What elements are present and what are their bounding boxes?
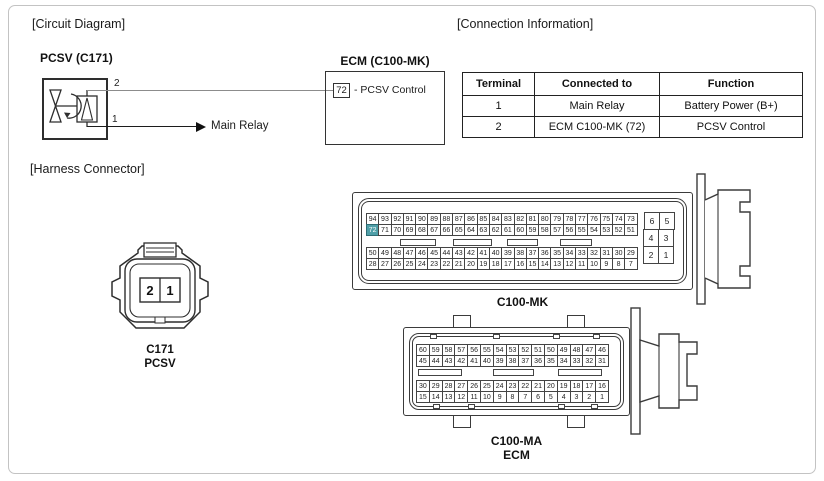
c100mk-side-pin-grid [644,212,675,264]
pin-63: 63 [477,224,490,236]
pin-68: 68 [415,224,428,236]
pin-80: 80 [538,213,551,225]
pin-38: 38 [506,355,520,367]
table-row [463,117,803,138]
pin-85: 85 [477,213,490,225]
pin-52: 52 [612,224,625,236]
pin-23: 23 [427,258,440,270]
c171-pin-1: 1 [166,283,174,298]
connection-information-section-label: [Connection Information] [457,17,594,31]
pin-2: 2 [582,391,596,403]
pin-39: 39 [493,355,507,367]
pin-82: 82 [514,213,527,225]
pin-29: 29 [624,247,637,259]
pin-50: 50 [366,247,379,259]
pcsv-valve-symbol [42,78,108,140]
pin-65: 65 [452,224,465,236]
ecm-box-title: ECM (C100-MK) [340,54,430,68]
pin-59: 59 [429,344,443,356]
c100mk-label: C100-MK [496,295,549,309]
pcsv-component-title: PCSV (C171) [40,51,113,65]
c100ma-key-tab [418,369,462,376]
pin-7: 7 [624,258,637,270]
main-relay-label: Main Relay [211,120,269,132]
pin-77: 77 [575,213,588,225]
c100ma-notch [591,404,598,409]
pin-88: 88 [440,213,453,225]
c100ma-notch [493,334,500,339]
pin-2: 2 [643,246,659,264]
pin-13: 13 [442,391,456,403]
pin-19: 19 [557,380,571,392]
ecm-pin72-box: 72 [333,83,350,98]
pin-94: 94 [366,213,379,225]
pin-22: 22 [440,258,453,270]
pin-24: 24 [415,258,428,270]
c171-label: C171 [146,344,174,356]
main-relay-arrow-icon [196,122,206,132]
pin-32: 32 [587,247,600,259]
pin-8: 8 [506,391,520,403]
pin-38: 38 [514,247,527,259]
pin-42: 42 [464,247,477,259]
cell-connected-to: ECM C100-MK (72) [535,117,660,138]
pin-70: 70 [391,224,404,236]
pin-33: 33 [570,355,584,367]
pin-73: 73 [624,213,637,225]
pin-37: 37 [518,355,532,367]
pin-30: 30 [416,380,430,392]
pin-14: 14 [429,391,443,403]
c100mk-pin-row-2 [366,224,638,236]
pin-37: 37 [526,247,539,259]
c100ma-sublabel: ECM [503,448,530,462]
pin-17: 17 [582,380,596,392]
pin-52: 52 [518,344,532,356]
pin-35: 35 [544,355,558,367]
pin-12: 12 [454,391,468,403]
pin-48: 48 [570,344,584,356]
pin-32: 32 [582,355,596,367]
pin-36: 36 [531,355,545,367]
pin-15: 15 [526,258,539,270]
cell-function: PCSV Control [660,117,803,138]
pin-14: 14 [538,258,551,270]
pin-16: 16 [595,380,609,392]
pin-40: 40 [489,247,502,259]
pin-26: 26 [391,258,404,270]
pin-23: 23 [506,380,520,392]
c100mk-key-tab [400,239,436,246]
wire-terminal1-to-main-relay [87,126,197,127]
pin-91: 91 [403,213,416,225]
pin-19: 19 [477,258,490,270]
pin-1: 1 [595,391,609,403]
pin-8: 8 [612,258,625,270]
pin-40: 40 [480,355,494,367]
pin-10: 10 [480,391,494,403]
pin-53: 53 [600,224,613,236]
pin-31: 31 [595,355,609,367]
pin-50: 50 [544,344,558,356]
pin-49: 49 [557,344,571,356]
pin-20: 20 [464,258,477,270]
pin-44: 44 [429,355,443,367]
pin-81: 81 [526,213,539,225]
c100ma-notch [553,334,560,339]
pin-86: 86 [464,213,477,225]
pin-20: 20 [544,380,558,392]
pin-13: 13 [550,258,563,270]
cell-function: Battery Power (B+) [660,96,803,117]
pin-6: 6 [644,212,660,230]
pin-57: 57 [454,344,468,356]
cell-connected-to: Main Relay [535,96,660,117]
c100ma-key-tab [493,369,534,376]
pin-7: 7 [518,391,532,403]
pin-43: 43 [452,247,465,259]
pin-41: 41 [467,355,481,367]
pin-9: 9 [493,391,507,403]
pin-78: 78 [563,213,576,225]
pin-62: 62 [489,224,502,236]
pin-21: 21 [452,258,465,270]
pin-75: 75 [600,213,613,225]
c100ma-key-tab [558,369,602,376]
pin-41: 41 [477,247,490,259]
c100mk-pin-row-4 [366,258,638,270]
cell-terminal: 1 [463,96,535,117]
c171-connector-drawing [108,240,212,336]
pin-5: 5 [544,391,558,403]
ecm-box [325,71,445,145]
pin-60: 60 [416,344,430,356]
c100ma-notch [433,404,440,409]
pin-4: 4 [557,391,571,403]
pin-12: 12 [563,258,576,270]
pin-30: 30 [612,247,625,259]
pin-25: 25 [480,380,494,392]
c100ma-connector-drawing [403,327,630,416]
pin-76: 76 [587,213,600,225]
pin-67: 67 [427,224,440,236]
pin-47: 47 [403,247,416,259]
c100ma-notch [593,334,600,339]
pin-55: 55 [480,344,494,356]
pin-87: 87 [452,213,465,225]
pin-66: 66 [440,224,453,236]
c100mk-key-tab [453,239,492,246]
pin-39: 39 [501,247,514,259]
c100ma-notch [430,334,437,339]
pin-51: 51 [531,344,545,356]
pin-53: 53 [506,344,520,356]
c100mk-key-tab [560,239,592,246]
pin-34: 34 [557,355,571,367]
pin-84: 84 [489,213,502,225]
table-row [463,96,803,117]
pin-89: 89 [427,213,440,225]
pin-54: 54 [587,224,600,236]
pin-93: 93 [378,213,391,225]
pin-44: 44 [440,247,453,259]
pin-58: 58 [442,344,456,356]
pin-18: 18 [570,380,584,392]
pin-6: 6 [531,391,545,403]
c100ma-label: C100-MA [490,434,543,448]
pin-26: 26 [467,380,481,392]
pin-55: 55 [575,224,588,236]
pin-92: 92 [391,213,404,225]
pin-10: 10 [587,258,600,270]
pin-3: 3 [570,391,584,403]
pin-83: 83 [501,213,514,225]
c100mk-side-view [694,170,756,308]
pin-17: 17 [501,258,514,270]
ecm-pin72-function-label: - PCSV Control [354,84,426,96]
c100ma-side-view [629,304,707,438]
pin-36: 36 [538,247,551,259]
c100mk-key-tab [507,239,538,246]
pin-45: 45 [416,355,430,367]
pin-58: 58 [538,224,551,236]
pin-4: 4 [643,229,659,247]
pin-25: 25 [403,258,416,270]
pin-90: 90 [415,213,428,225]
pin-11: 11 [575,258,588,270]
harness-connector-section-label: [Harness Connector] [30,162,145,176]
pin-46: 46 [415,247,428,259]
pin-64: 64 [464,224,477,236]
table-header-row [463,73,803,96]
pin-34: 34 [563,247,576,259]
pin-29: 29 [429,380,443,392]
pin-56: 56 [467,344,481,356]
pin-16: 16 [514,258,527,270]
pin-28: 28 [366,258,379,270]
pin-43: 43 [442,355,456,367]
pin-1: 1 [658,246,674,264]
pin-74: 74 [612,213,625,225]
connection-information-table [462,72,803,138]
c100ma-mount-tab [567,415,585,428]
header-function: Function [660,73,803,96]
pin-31: 31 [600,247,613,259]
wire-terminal2-to-ecm [87,90,333,91]
pin-27: 27 [378,258,391,270]
pin-49: 49 [378,247,391,259]
c100ma-mount-tab [453,415,471,428]
pin-45: 45 [427,247,440,259]
pin-46: 46 [595,344,609,356]
pin-9: 9 [600,258,613,270]
pin-21: 21 [531,380,545,392]
c100ma-pin-row-4 [416,391,609,403]
c100ma-pin-row-2 [416,355,609,367]
c100ma-notch [558,404,565,409]
header-terminal: Terminal [463,73,535,96]
pin-5: 5 [659,212,675,230]
pin-60: 60 [514,224,527,236]
pin-24: 24 [493,380,507,392]
pin-59: 59 [526,224,539,236]
pin-33: 33 [575,247,588,259]
pin-51: 51 [624,224,637,236]
pin-18: 18 [489,258,502,270]
pin-42: 42 [454,355,468,367]
c171-sublabel: PCSV [144,358,176,370]
pin-11: 11 [467,391,481,403]
pin-54: 54 [493,344,507,356]
pin-61: 61 [501,224,514,236]
circuit-diagram-section-label: [Circuit Diagram] [32,17,126,31]
c171-pin-2: 2 [146,283,154,298]
pin-15: 15 [416,391,430,403]
header-connected-to: Connected to [535,73,660,96]
terminal1-wire-label: 1 [112,114,118,125]
pin-27: 27 [454,380,468,392]
pin-79: 79 [550,213,563,225]
pin-35: 35 [550,247,563,259]
pin-22: 22 [518,380,532,392]
pin-28: 28 [442,380,456,392]
pin-48: 48 [391,247,404,259]
pin-56: 56 [563,224,576,236]
terminal2-wire-label: 2 [114,78,120,89]
c100mk-connector-drawing [352,192,693,290]
pin-71: 71 [378,224,391,236]
pin-69: 69 [403,224,416,236]
pin-72: 72 [366,224,379,236]
pin-3: 3 [658,229,674,247]
c100ma-notch [468,404,475,409]
pin-57: 57 [550,224,563,236]
pin-47: 47 [582,344,596,356]
cell-terminal: 2 [463,117,535,138]
